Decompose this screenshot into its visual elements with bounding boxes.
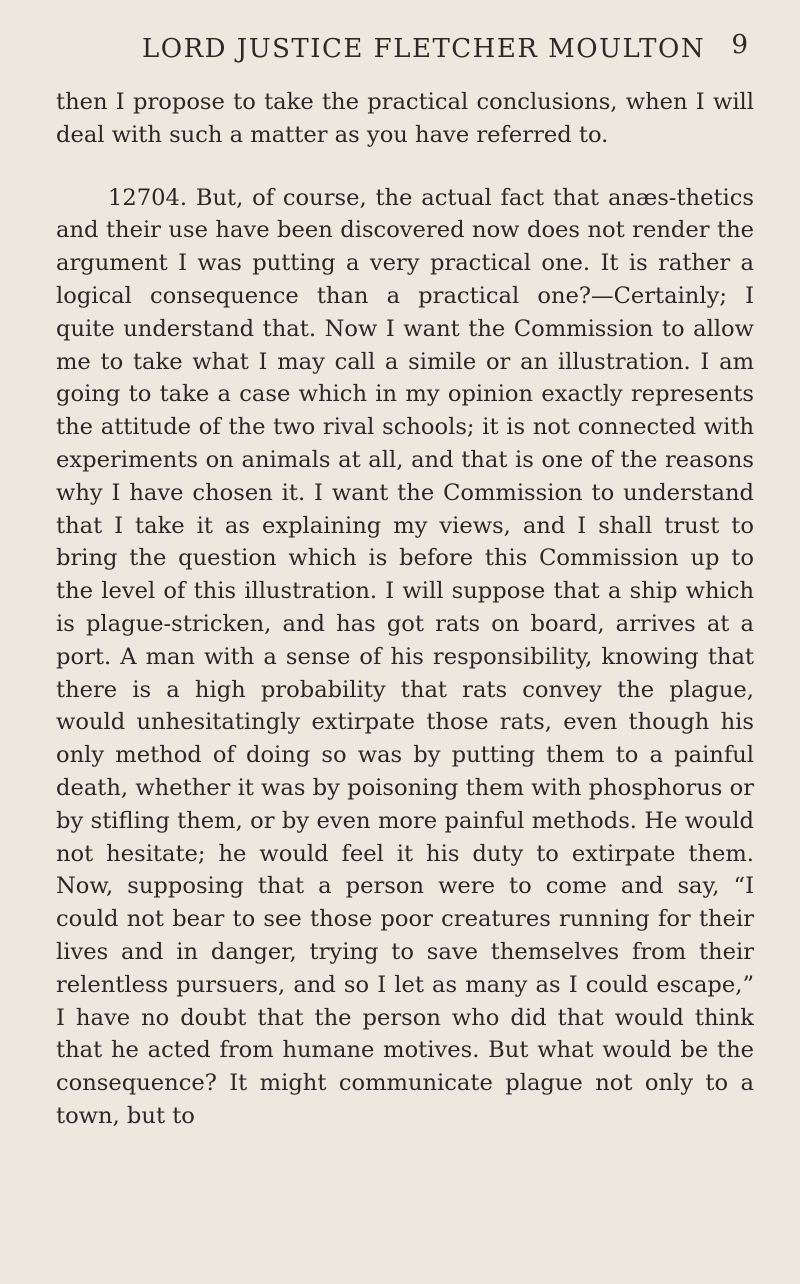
body-text <box>56 86 754 1133</box>
paragraph-continuation: then I propose to take the practical conclusions, when I will deal with such a matter as you have referred to. <box>56 89 754 148</box>
running-title: LORD JUSTICE FLETCHER MOULTON <box>142 34 706 64</box>
running-header <box>56 0 754 86</box>
paragraph-12704: 12704. But, of course, the actual fact that anæs-thetics and their use have been discovered now does not render the argument I was putting a very practical one. It is rather a logical consequence than a practical one?—Certainly; I quite understand that. Now I want the Commission to allow me to take what I may call a simile or an illustration. I am going to take a case which in my opinion exactly represents the attitude of the two rival schools; it is not connected with experiments on animals at all, and that is one of the reasons why I have chosen it. I want the Commission to understand that I take it as explaining my views, and I shall trust to bring the question which is before this Commission up to the level of this illustration. I will suppose that a ship which is plague-stricken, and has got rats on board, arrives at a port. A man with a sense of his responsibility, knowing that there is a high probability that rats convey the plague, would unhesitatingly extirpate those rats, even though his only method of doing so was by putting them to a painful death, whether it was by poisoning them with phosphorus or by stifling them, or by even more painful methods. He would not hesitate; he would feel it his duty to extirpate them. Now, supposing that a person were to come and say, “I could not bear to see those poor creatures running for their lives and in danger, trying to save themselves from their relentless pursuers, and so I let as many as I could escape,” I have no doubt that the person who did that would think that he acted from humane motives. But what would be the consequence? It might communicate plague not only to a town, but to <box>56 184 754 1129</box>
page-number: 9 <box>731 30 748 60</box>
